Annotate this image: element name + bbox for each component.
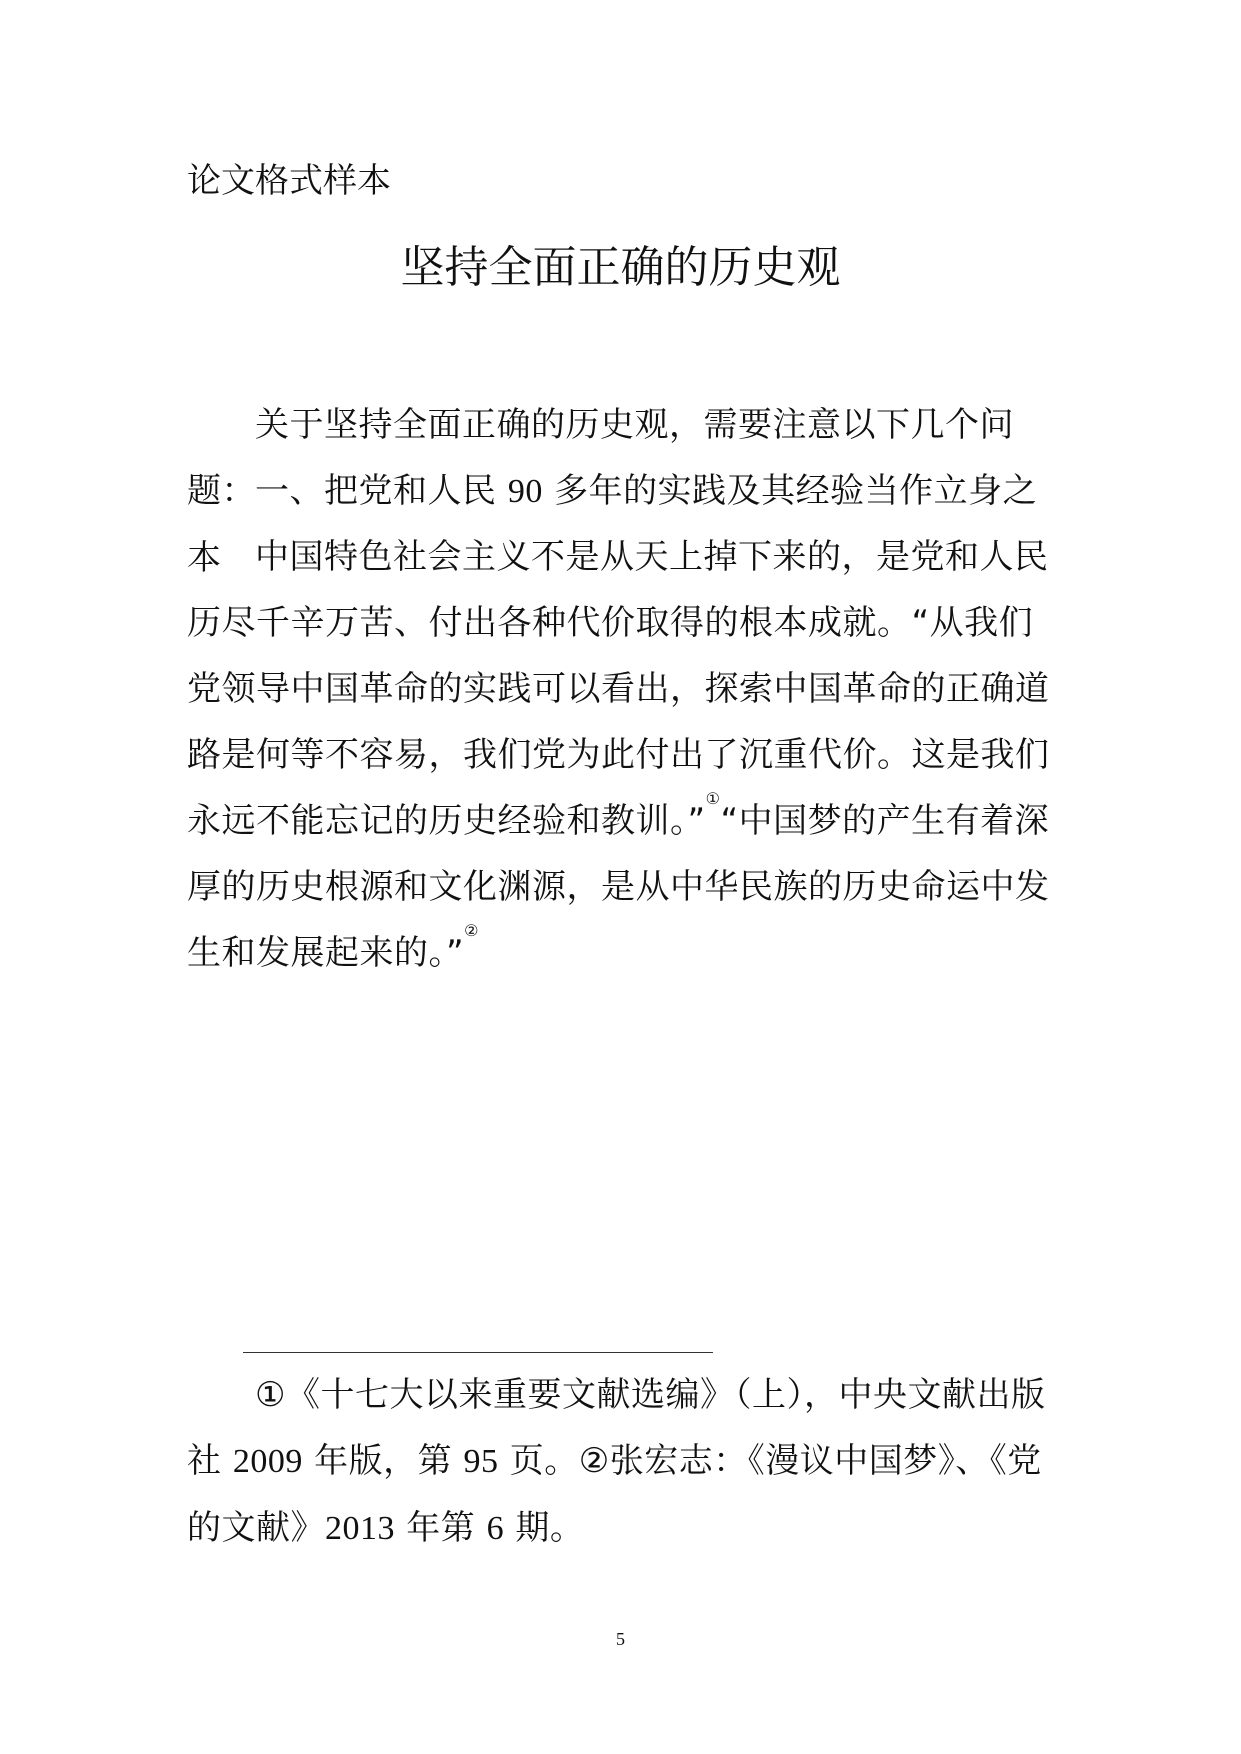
intro-paragraph: 关于坚持全面正确的历史观，需要注意以下几个问题： [187, 405, 1014, 511]
footnote-year-2: 2013 [325, 1510, 395, 1547]
footnote-issue: 6 [486, 1510, 505, 1547]
body-paragraph-1-part2: “中国梦的产生有着深厚的历史根源和文化渊源，是从中华民族的历史命运中发生和发展起来的。” [187, 801, 1050, 973]
footnote-seg-1: ①《十七大以来重要文献选编》（上），中央文献出版社 [187, 1375, 1046, 1481]
section-heading-1-number: 90 [507, 473, 543, 510]
section-heading-1-before: 一、把党和人民 [255, 471, 508, 511]
body-paragraph-1-part1: 中国特色社会主义不是从天上掉下来的，是党和人民历尽千辛万苦、付出各种代价取得的根本成就。“从我们党领导中国革命的实践可以看出，探索中国革命的正确道路是何等不容易，我们党为此付出了沉重代价。这是我们永远不能忘记的历史经验和教训。” [187, 537, 1050, 841]
document-label: 论文格式样本 [187, 161, 391, 201]
footnote-year-1: 2009 [232, 1443, 303, 1480]
document-title: 坚持全面正确的历史观 [400, 242, 841, 293]
footnote-seg-5: 期。 [504, 1508, 585, 1548]
footnote-separator [243, 1352, 713, 1353]
footnote-seg-2: 年版，第 [302, 1441, 464, 1481]
footnote-page-1: 95 [463, 1443, 499, 1480]
body-paragraph-1 [187, 524, 1057, 986]
page-number: 5 [616, 1629, 625, 1649]
footnote-seg-4: 年第 [395, 1508, 487, 1548]
footnote-ref-2[interactable]: ② [464, 923, 479, 940]
section-heading-1-after: 多年的实践及其经验当作立身之本 [187, 471, 1038, 578]
footnote-ref-1[interactable]: ① [705, 791, 721, 808]
footnote-text [187, 1362, 1057, 1562]
footnote-seg-3: 页。②张宏志：《漫议中国梦》、《党的文献》 [187, 1441, 1042, 1548]
